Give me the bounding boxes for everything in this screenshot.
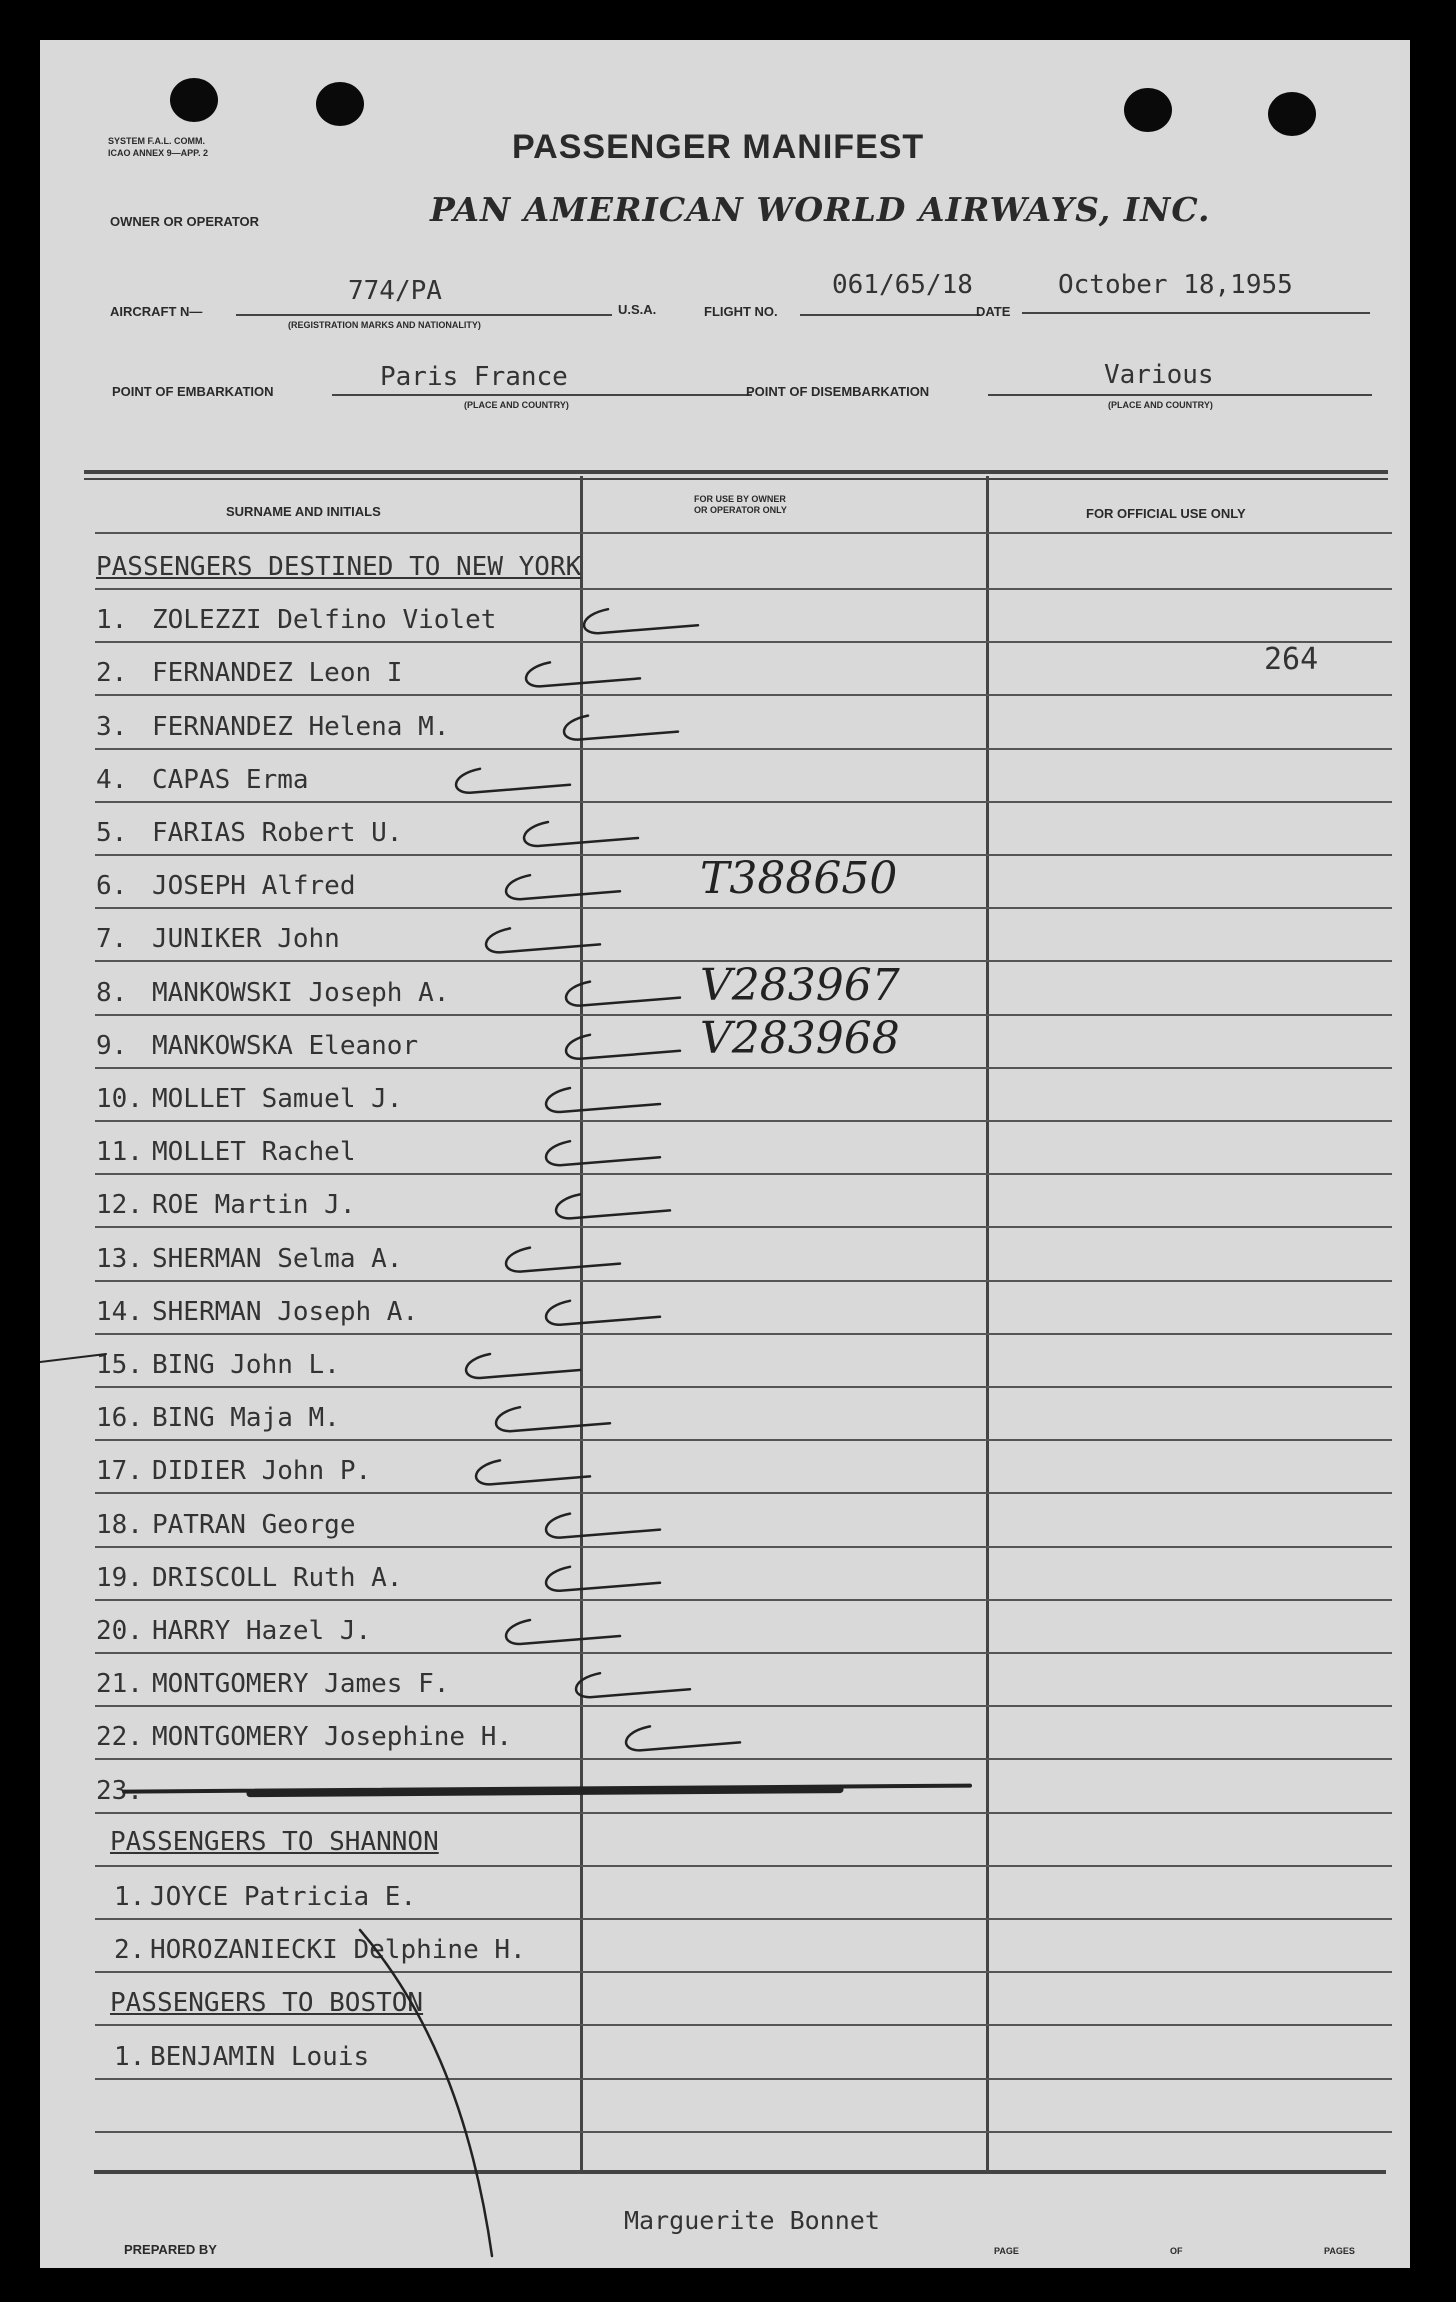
- check-mark: [546, 1567, 660, 1591]
- regulation-line-2: ICAO ANNEX 9—APP. 2: [108, 148, 209, 158]
- check-mark: [584, 609, 698, 633]
- passenger-name: HARRY Hazel J.: [152, 1616, 372, 1646]
- check-mark: [566, 982, 680, 1006]
- section-heading-boston: PASSENGERS TO BOSTON: [110, 1988, 424, 2019]
- passenger-name: HOROZANIECKI Delphine H.: [150, 1935, 526, 1966]
- disembark-label: POINT OF DISEMBARKATION: [746, 384, 930, 399]
- row-number: 5.: [96, 818, 128, 848]
- row-number: 8.: [96, 977, 128, 1008]
- passenger-name: ZOLEZZI Delfino Violet: [152, 605, 497, 636]
- check-mark: [546, 1514, 660, 1538]
- check-mark: [466, 1354, 580, 1378]
- row-number: 23.: [96, 1775, 143, 1806]
- check-mark: [476, 1460, 590, 1484]
- flight-value: 061/65/18: [832, 270, 973, 300]
- check-mark: [564, 716, 678, 740]
- passenger-name: BING Maja M.: [152, 1403, 340, 1434]
- check-mark: [566, 1035, 680, 1059]
- date-value: October 18,1955: [1058, 270, 1293, 300]
- row-number: 2.: [96, 658, 128, 689]
- aircraft-value: 774/PA: [348, 276, 442, 306]
- row-number: 19.: [96, 1562, 143, 1593]
- passenger-name: CAPAS Erma: [152, 764, 309, 795]
- passenger-name: MONTGOMERY James F.: [152, 1669, 450, 1700]
- row-number: 10.: [96, 1084, 143, 1114]
- row-number: 2.: [114, 1935, 146, 1966]
- check-mark: [496, 1407, 610, 1431]
- column-header-operator: OR OPERATOR ONLY: [694, 505, 787, 515]
- column-header-operator: FOR USE BY OWNER: [694, 494, 786, 504]
- section-heading-new-york: PASSENGERS DESTINED TO NEW YORK: [96, 552, 582, 582]
- check-mark: [546, 1301, 660, 1325]
- check-mark: [40, 1354, 106, 1362]
- check-mark: [526, 662, 640, 686]
- flight-label: FLIGHT NO.: [704, 304, 778, 319]
- check-mark: [576, 1673, 690, 1697]
- disembark-note: (PLACE AND COUNTRY): [1108, 400, 1213, 410]
- handwritten-marks: [40, 40, 1410, 2268]
- row-number: 12.: [96, 1190, 143, 1221]
- row-number: 1.: [96, 605, 128, 636]
- passenger-name: DIDIER John P.: [152, 1456, 372, 1487]
- passenger-name: FERNANDEZ Helena M.: [152, 711, 450, 742]
- official-number: 264: [1264, 642, 1319, 677]
- disembark-value: Various: [1104, 360, 1214, 390]
- column-header-surname: SURNAME AND INITIALS: [226, 504, 381, 519]
- company-name: PAN AMERICAN WORLD AIRWAYS, INC.: [430, 190, 1211, 229]
- of-label: OF: [1170, 2246, 1183, 2256]
- check-mark: [250, 1790, 840, 1794]
- aircraft-label: AIRCRAFT N—: [110, 304, 203, 319]
- embark-note: (PLACE AND COUNTRY): [464, 400, 569, 410]
- date-label: DATE: [976, 304, 1011, 319]
- prepared-by: Marguerite Bonnet: [624, 2206, 880, 2235]
- row-number: 4.: [96, 764, 128, 795]
- passenger-name: BING John L.: [152, 1350, 340, 1380]
- passenger-name: SHERMAN Selma A.: [152, 1243, 403, 1274]
- row-number: 22.: [96, 1722, 143, 1753]
- row-number: 21.: [96, 1669, 143, 1700]
- owner-label: OWNER OR OPERATOR: [110, 214, 260, 229]
- passenger-name: MANKOWSKI Joseph A.: [152, 977, 450, 1008]
- passenger-name: MONTGOMERY Josephine H.: [152, 1722, 513, 1753]
- section-heading-shannon: PASSENGERS TO SHANNON: [110, 1826, 439, 1857]
- passenger-name: JOYCE Patricia E.: [150, 1882, 417, 1912]
- operator-note: V283967: [700, 959, 900, 1011]
- operator-note: T388650: [700, 853, 898, 905]
- row-number: 13.: [96, 1243, 143, 1274]
- passenger-name: BENJAMIN Louis: [150, 2041, 370, 2072]
- passenger-name: JUNIKER John: [152, 924, 340, 955]
- embark-label: POINT OF EMBARKATION: [112, 384, 274, 399]
- operator-note: V283968: [700, 1012, 900, 1064]
- page-label: PAGE: [994, 2246, 1019, 2256]
- check-mark: [556, 1194, 670, 1218]
- row-number: 7.: [96, 924, 128, 955]
- check-mark: [524, 822, 638, 846]
- embark-value: Paris France: [380, 362, 568, 392]
- passenger-name: DRISCOLL Ruth A.: [152, 1562, 403, 1593]
- check-mark: [506, 1248, 620, 1272]
- row-number: 15.: [96, 1350, 143, 1380]
- check-mark: [360, 1930, 492, 2256]
- passenger-name: MOLLET Rachel: [152, 1137, 356, 1168]
- check-mark: [506, 1620, 620, 1644]
- form-title: PASSENGER MANIFEST: [512, 128, 925, 166]
- row-number: 18.: [96, 1509, 143, 1540]
- row-number: 16.: [96, 1403, 143, 1434]
- row-number: 3.: [96, 711, 128, 742]
- usa-label: U.S.A.: [618, 302, 657, 317]
- row-number: 11.: [96, 1137, 143, 1168]
- row-number: 6.: [96, 871, 128, 902]
- passenger-name: FARIAS Robert U.: [152, 818, 403, 848]
- check-mark: [546, 1088, 660, 1112]
- check-mark: [546, 1141, 660, 1165]
- row-number: 20.: [96, 1616, 143, 1646]
- row-number: 14.: [96, 1296, 143, 1327]
- row-number: 1.: [114, 1882, 146, 1912]
- row-number: 1.: [114, 2041, 146, 2072]
- check-mark: [486, 928, 600, 952]
- passenger-name: MOLLET Samuel J.: [152, 1084, 403, 1114]
- pages-label: PAGES: [1324, 2246, 1355, 2256]
- passenger-name: PATRAN George: [152, 1509, 356, 1540]
- passenger-name: ROE Martin J.: [152, 1190, 356, 1221]
- check-mark: [626, 1726, 740, 1750]
- registration-note: (REGISTRATION MARKS AND NATIONALITY): [288, 320, 481, 330]
- row-number: 9.: [96, 1030, 128, 1061]
- prepared-label: PREPARED BY: [124, 2242, 217, 2257]
- manifest-sheet: [40, 40, 1410, 2268]
- passenger-name: SHERMAN Joseph A.: [152, 1296, 419, 1327]
- check-mark: [506, 875, 620, 899]
- row-number: 17.: [96, 1456, 143, 1487]
- regulation-line-1: SYSTEM F.A.L. COMM.: [108, 136, 206, 146]
- passenger-name: FERNANDEZ Leon I: [152, 658, 403, 689]
- passenger-name: JOSEPH Alfred: [152, 871, 356, 902]
- passenger-name: MANKOWSKA Eleanor: [152, 1030, 419, 1061]
- check-mark: [456, 769, 570, 793]
- column-header-official: FOR OFFICIAL USE ONLY: [1086, 506, 1246, 521]
